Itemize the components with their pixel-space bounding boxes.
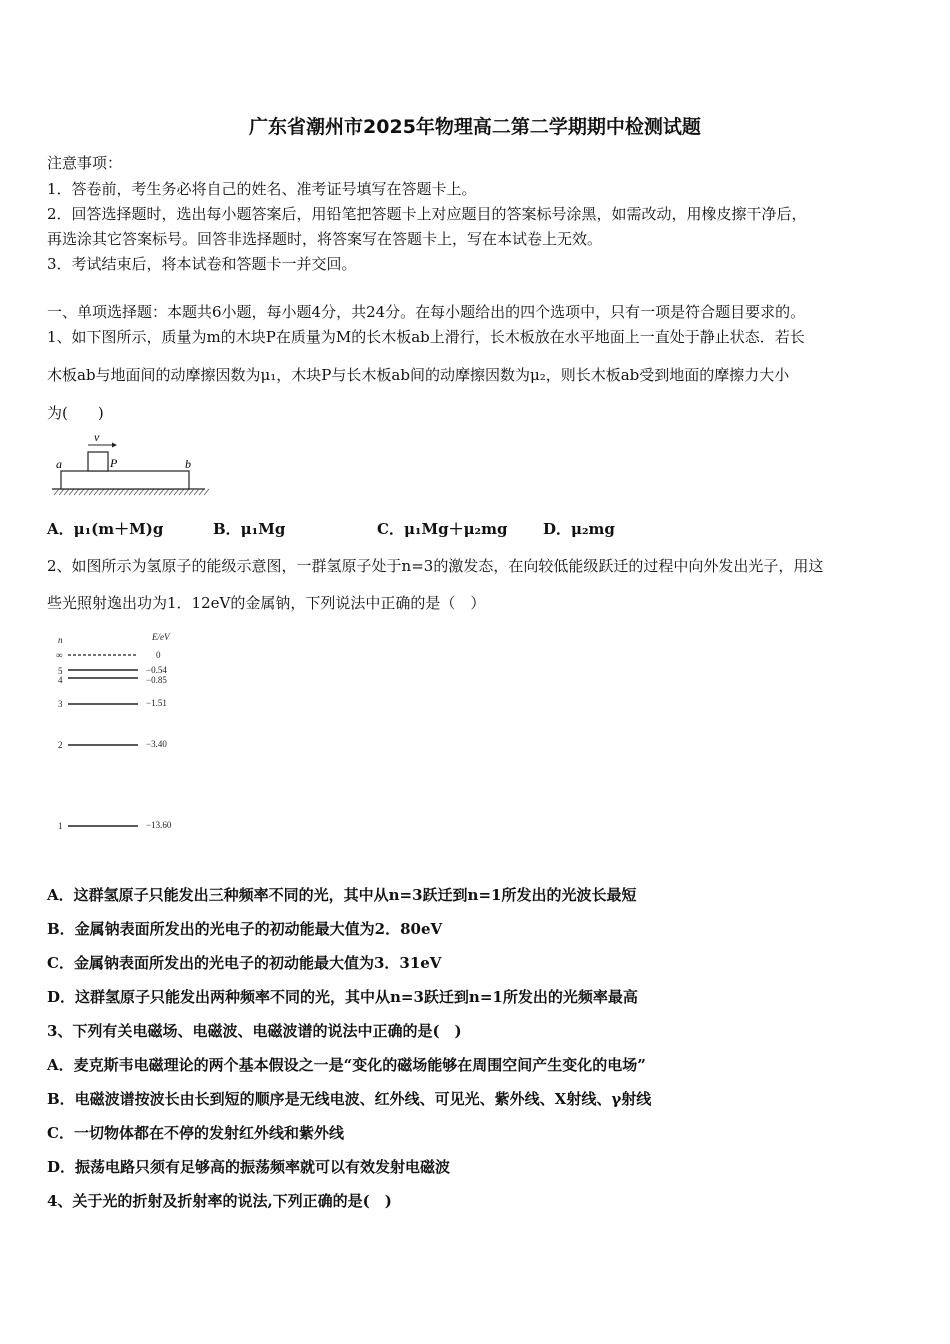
level-e: −1.51 bbox=[146, 698, 167, 708]
hatch-mark bbox=[184, 489, 189, 495]
hatch-mark bbox=[129, 489, 134, 495]
level-n: 5 bbox=[58, 666, 63, 676]
n-header: n bbox=[58, 635, 63, 645]
hatch-mark bbox=[119, 489, 124, 495]
q2-option-c[interactable]: C．金属钠表面所发出的光电子的初动能最大值为3．31eV bbox=[47, 954, 442, 972]
hatch-mark bbox=[84, 489, 89, 495]
hatch-mark bbox=[204, 489, 209, 495]
level-e: −0.85 bbox=[146, 675, 167, 685]
q1-option-c[interactable]: C．μ₁Mg＋μ₂mg bbox=[377, 520, 508, 538]
hatch-mark bbox=[89, 489, 94, 495]
hatch-mark bbox=[194, 489, 199, 495]
q3-option-b[interactable]: B．电磁波谱按波长由长到短的顺序是无线电波、红外线、可见光、紫外线、X射线、γ射线 bbox=[47, 1090, 652, 1108]
hatch-mark bbox=[109, 489, 114, 495]
hatch-mark bbox=[79, 489, 84, 495]
ground-hatch bbox=[52, 489, 209, 495]
notice-item: 3．考试结束后，将本试卷和答题卡一并交回。 bbox=[47, 255, 357, 273]
board-ab bbox=[61, 471, 189, 489]
notice-heading: 注意事项： bbox=[47, 154, 123, 172]
hatch-mark bbox=[149, 489, 154, 495]
q1-stem-line: 木板ab与地面间的动摩擦因数为μ₁，木块P与长木板ab间的动摩擦因数为μ₂，则长木板ab受到地面的摩擦力大小 bbox=[47, 366, 790, 384]
level-e: −0.54 bbox=[146, 665, 167, 675]
level-n: 1 bbox=[58, 821, 63, 831]
label-v: v bbox=[94, 430, 100, 444]
arrowhead-icon bbox=[112, 443, 117, 448]
level-n: 4 bbox=[58, 675, 63, 685]
hatch-mark bbox=[169, 489, 174, 495]
block-p bbox=[88, 452, 108, 471]
hatch-mark bbox=[74, 489, 79, 495]
q2-option-b[interactable]: B．金属钠表面所发出的光电子的初动能最大值为2．80eV bbox=[47, 920, 443, 938]
hatch-mark bbox=[139, 489, 144, 495]
label-b: b bbox=[185, 457, 191, 471]
hatch-mark bbox=[154, 489, 159, 495]
hatch-mark bbox=[54, 489, 59, 495]
level-e: −3.40 bbox=[146, 739, 167, 749]
e-header: E/eV bbox=[152, 632, 170, 642]
hatch-mark bbox=[59, 489, 64, 495]
q1-option-b[interactable]: B．μ₁Mg bbox=[213, 520, 286, 538]
hatch-mark bbox=[99, 489, 104, 495]
page-title: 广东省潮州市2025年物理高二第二学期期中检测试题 bbox=[249, 116, 701, 138]
hatch-mark bbox=[124, 489, 129, 495]
notice-item: 1．答卷前，考生务必将自己的姓名、准考证号填写在答题卡上。 bbox=[47, 180, 477, 198]
q3-option-a[interactable]: A．麦克斯韦电磁理论的两个基本假设之一是“变化的磁场能够在周围空间产生变化的电场” bbox=[47, 1056, 646, 1074]
q1-option-a[interactable]: A．μ₁(m＋M)g bbox=[47, 520, 164, 538]
q1-board-figure bbox=[50, 430, 210, 496]
hatch-mark bbox=[199, 489, 204, 495]
hatch-mark bbox=[179, 489, 184, 495]
label-p: P bbox=[110, 456, 118, 470]
level-e: −13.60 bbox=[146, 820, 172, 830]
q1-option-d[interactable]: D．μ₂mg bbox=[543, 520, 615, 538]
q1-stem-line: 为( ) bbox=[47, 404, 104, 422]
hatch-mark bbox=[174, 489, 179, 495]
hatch-mark bbox=[69, 489, 74, 495]
level-n: ∞ bbox=[56, 650, 63, 660]
q2-stem-line: 些光照射逸出功为1．12eV的金属钠，下列说法中正确的是（ ） bbox=[47, 594, 486, 612]
hatch-mark bbox=[104, 489, 109, 495]
level-n: 3 bbox=[58, 699, 63, 709]
hatch-mark bbox=[189, 489, 194, 495]
notice-item: 再选涂其它答案标号。回答非选择题时，将答案写在答题卡上，写在本试卷上无效。 bbox=[47, 230, 603, 248]
q3-option-d[interactable]: D．振荡电路只须有足够高的振荡频率就可以有效发射电磁波 bbox=[47, 1158, 451, 1176]
energy-level-diagram bbox=[52, 630, 192, 836]
hatch-mark bbox=[164, 489, 169, 495]
q2-option-a[interactable]: A．这群氢原子只能发出三种频率不同的光，其中从n=3跃迁到n=1所发出的光波长最短 bbox=[47, 886, 637, 904]
hatch-mark bbox=[114, 489, 119, 495]
hatch-mark bbox=[159, 489, 164, 495]
q3-option-c[interactable]: C．一切物体都在不停的发射红外线和紫外线 bbox=[47, 1124, 344, 1142]
section-heading: 一、单项选择题：本题共6小题，每小题4分，共24分。在每小题给出的四个选项中，只有一项是符合题目要求的。 bbox=[47, 303, 806, 321]
label-a: a bbox=[56, 457, 62, 471]
q1-stem-line: 1、如下图所示，质量为m的木块P在质量为M的长木板ab上滑行，长木板放在水平地面上一直处于静止状态．若长 bbox=[47, 328, 805, 346]
hatch-mark bbox=[134, 489, 139, 495]
q3-stem: 3、下列有关电磁场、电磁波、电磁波谱的说法中正确的是( ) bbox=[47, 1022, 462, 1040]
notice-item: 2．回答选择题时，选出每小题答案后，用铅笔把答题卡上对应题目的答案标号涂黑，如需改动，用橡皮擦干净后， bbox=[47, 205, 807, 223]
hatch-mark bbox=[64, 489, 69, 495]
q2-option-d[interactable]: D．这群氢原子只能发出两种频率不同的光，其中从n=3跃迁到n=1所发出的光频率最高 bbox=[47, 988, 638, 1006]
level-e: 0 bbox=[156, 650, 161, 660]
hatch-mark bbox=[144, 489, 149, 495]
hatch-mark bbox=[94, 489, 99, 495]
q2-stem-line: 2、如图所示为氢原子的能级示意图，一群氢原子处于n=3的激发态，在向较低能级跃迁的过程中向外发出光子，用这 bbox=[47, 557, 824, 575]
level-n: 2 bbox=[58, 740, 63, 750]
q4-stem: 4、关于光的折射及折射率的说法,下列正确的是( ) bbox=[47, 1192, 392, 1210]
